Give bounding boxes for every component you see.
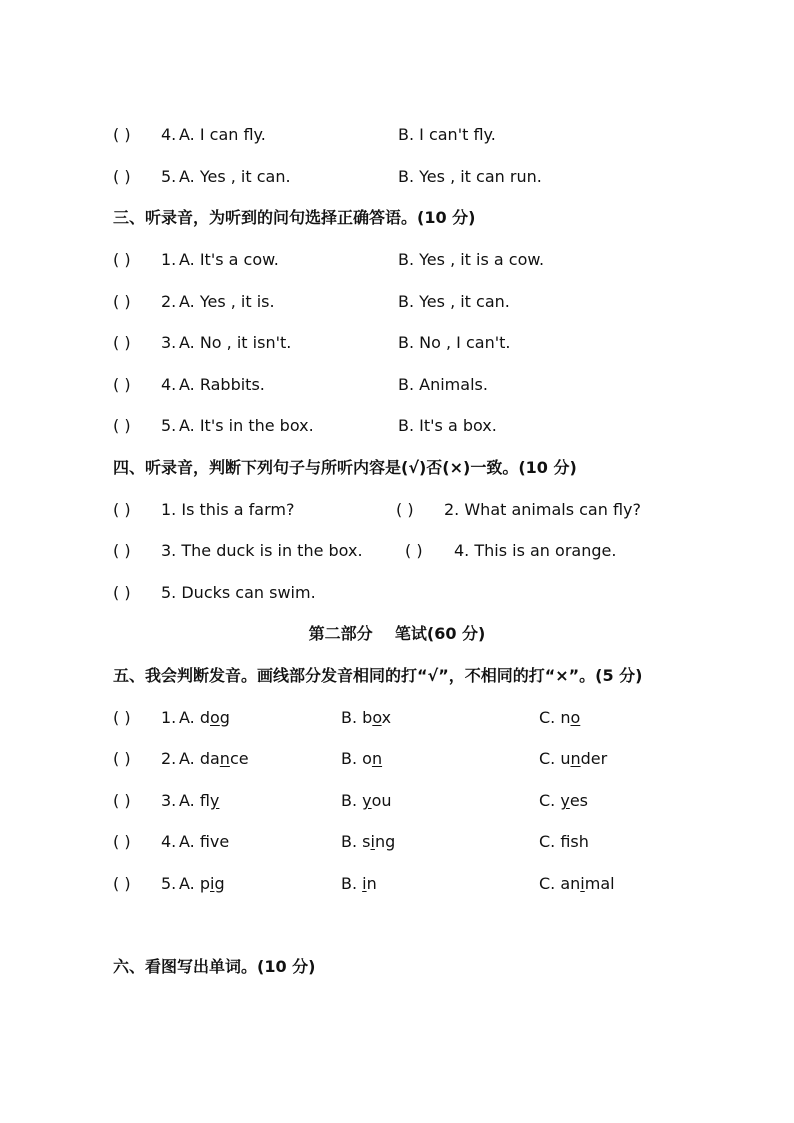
question-row bbox=[0, 290, 794, 314]
question-row bbox=[0, 331, 794, 355]
option-c: C. yes bbox=[539, 791, 588, 810]
option-c: C. no bbox=[539, 708, 581, 727]
question-row bbox=[0, 706, 794, 730]
statement: 5. Ducks can swim. bbox=[161, 583, 316, 602]
option-b: B. you bbox=[341, 791, 392, 810]
statement: 3. The duck is in the box. bbox=[161, 541, 363, 560]
question-row bbox=[0, 872, 794, 896]
question-row bbox=[0, 414, 794, 438]
option-a: A. No , it isn't. bbox=[179, 333, 292, 352]
option-b: B. Yes , it can run. bbox=[398, 167, 542, 186]
question-number: 2. bbox=[161, 292, 177, 311]
question-number: 1. bbox=[161, 250, 177, 269]
answer-paren[interactable]: ( ) bbox=[113, 500, 131, 519]
option-a: A. fly bbox=[179, 791, 220, 810]
statement: 1. Is this a farm? bbox=[161, 500, 295, 519]
section-heading: 五、我会判断发音。画线部分发音相同的打“√”，不相同的打“×”。(5 分) bbox=[113, 666, 643, 685]
question-row bbox=[0, 789, 794, 813]
option-a: A. It's a cow. bbox=[179, 250, 279, 269]
question-row bbox=[0, 581, 794, 605]
option-c: C. animal bbox=[539, 874, 615, 893]
question-number: 4. bbox=[161, 125, 177, 144]
question-number: 5. bbox=[161, 167, 177, 186]
answer-paren[interactable]: ( ) bbox=[113, 832, 131, 851]
option-c: C. fsh bbox=[539, 832, 589, 851]
question-row bbox=[0, 373, 794, 397]
question-row bbox=[0, 248, 794, 272]
option-a: A. dance bbox=[179, 749, 249, 768]
option-b: B. I can't fly. bbox=[398, 125, 496, 144]
answer-paren[interactable]: ( ) bbox=[113, 292, 131, 311]
answer-paren[interactable]: ( ) bbox=[113, 250, 131, 269]
question-row bbox=[0, 830, 794, 854]
question-number: 4. bbox=[161, 375, 177, 394]
part-title bbox=[0, 622, 794, 646]
option-a: A. pig bbox=[179, 874, 225, 893]
section-heading: 三、听录音，为听到的问句选择正确答语。(10 分) bbox=[113, 208, 476, 227]
question-number: 3. bbox=[161, 791, 177, 810]
option-a: A. I can fly. bbox=[179, 125, 266, 144]
part-title-text: 第二部分 笔试(60 分) bbox=[308, 624, 486, 643]
section-heading: 六、看图写出单词。(10 分) bbox=[113, 957, 316, 976]
statement: 2. What animals can fly? bbox=[444, 500, 641, 519]
option-a: A. Yes , it can. bbox=[179, 167, 291, 186]
option-b: B. It's a box. bbox=[398, 416, 497, 435]
option-a: A. Yes , it is. bbox=[179, 292, 275, 311]
question-row bbox=[0, 498, 794, 522]
answer-paren[interactable]: ( ) bbox=[113, 791, 131, 810]
option-b: B. Animals. bbox=[398, 375, 488, 394]
option-b: B. No , I can't. bbox=[398, 333, 511, 352]
question-row bbox=[0, 747, 794, 771]
question-number: 3. bbox=[161, 333, 177, 352]
answer-paren[interactable]: ( ) bbox=[113, 416, 131, 435]
question-row bbox=[0, 165, 794, 189]
answer-paren[interactable]: ( ) bbox=[113, 167, 131, 186]
question-number: 5. bbox=[161, 874, 177, 893]
question-number: 5. bbox=[161, 416, 177, 435]
answer-paren[interactable]: ( ) bbox=[113, 749, 131, 768]
section-heading: 四、听录音，判断下列句子与所听内容是(√)否(×)一致。(10 分) bbox=[113, 458, 577, 477]
option-b: B. Yes , it can. bbox=[398, 292, 510, 311]
question-number: 1. bbox=[161, 708, 177, 727]
option-a: A. fve bbox=[179, 832, 230, 851]
option-a: A. Rabbits. bbox=[179, 375, 265, 394]
answer-paren[interactable]: ( ) bbox=[113, 333, 131, 352]
option-b: B. in bbox=[341, 874, 377, 893]
answer-paren[interactable]: ( ) bbox=[113, 874, 131, 893]
question-number: 4. bbox=[161, 832, 177, 851]
option-b: B. on bbox=[341, 749, 383, 768]
statement: 4. This is an orange. bbox=[454, 541, 617, 560]
answer-paren[interactable]: ( ) bbox=[113, 541, 131, 560]
option-a: A. It's in the box. bbox=[179, 416, 314, 435]
option-a: A. dog bbox=[179, 708, 230, 727]
option-c: C. under bbox=[539, 749, 608, 768]
answer-paren[interactable]: ( ) bbox=[113, 375, 131, 394]
answer-paren[interactable]: ( ) bbox=[405, 541, 423, 560]
option-b: B. sing bbox=[341, 832, 396, 851]
answer-paren[interactable]: ( ) bbox=[113, 583, 131, 602]
question-number: 2. bbox=[161, 749, 177, 768]
answer-paren[interactable]: ( ) bbox=[113, 125, 131, 144]
question-row bbox=[0, 123, 794, 147]
option-b: B. box bbox=[341, 708, 392, 727]
option-b: B. Yes , it is a cow. bbox=[398, 250, 545, 269]
question-row bbox=[0, 539, 794, 563]
answer-paren[interactable]: ( ) bbox=[113, 708, 131, 727]
answer-paren[interactable]: ( ) bbox=[396, 500, 414, 519]
